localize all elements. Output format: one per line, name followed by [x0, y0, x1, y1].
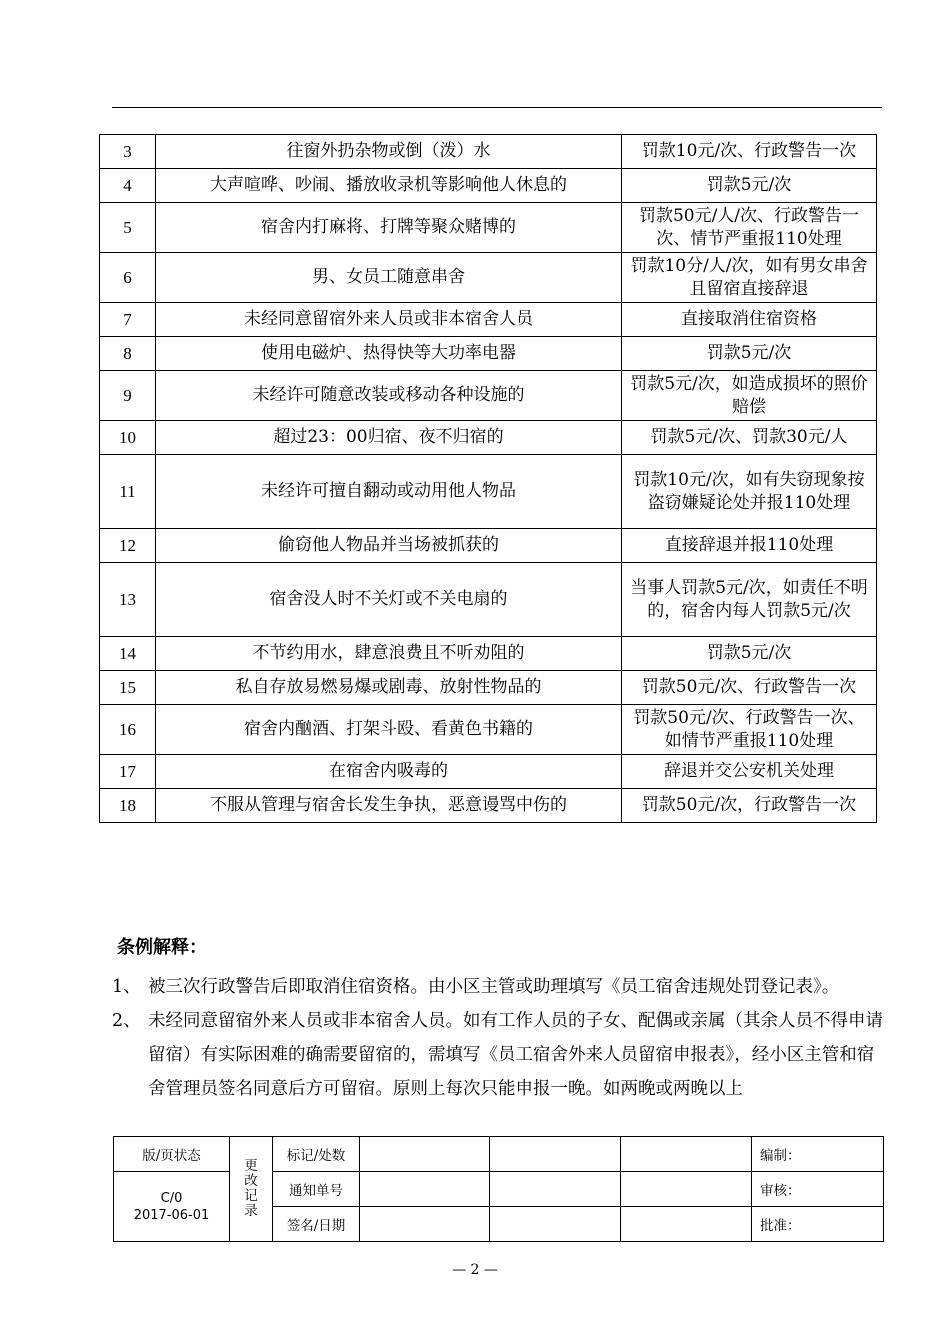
mark-count-label: 标记/处数 [273, 1137, 360, 1172]
rule-penalty: 当事人罚款5元/次，如责任不明的，宿舍内每人罚款5元/次 [622, 563, 877, 637]
blank-cell [360, 1137, 490, 1172]
rule-number: 3 [100, 135, 156, 169]
rule-violation: 超过23：00归宿、夜不归宿的 [156, 421, 622, 455]
rule-penalty: 罚款50元/次，行政警告一次 [622, 789, 877, 823]
table-row [100, 637, 877, 671]
rule-violation: 宿舍内酗酒、打架斗殴、看黄色书籍的 [156, 705, 622, 755]
rule-violation: 私自存放易燃易爆或剧毒、放射性物品的 [156, 671, 622, 705]
rule-penalty: 罚款50元/人/次、行政警告一次、情节严重报110处理 [622, 203, 877, 253]
rule-violation: 不节约用水，肆意浪费且不听劝阻的 [156, 637, 622, 671]
rule-number: 15 [100, 671, 156, 705]
rule-violation: 男、女员工随意串舍 [156, 253, 622, 303]
rule-penalty: 罚款10元/次、行政警告一次 [622, 135, 877, 169]
rule-penalty: 罚款5元/次 [622, 637, 877, 671]
rule-number: 13 [100, 563, 156, 637]
rule-number: 10 [100, 421, 156, 455]
table-row [100, 303, 877, 337]
rule-violation: 在宿舍内吸毒的 [156, 755, 622, 789]
rule-violation: 宿舍没人时不关灯或不关电扇的 [156, 563, 622, 637]
table-row [100, 135, 877, 169]
rule-number: 4 [100, 169, 156, 203]
document-control-table [113, 1136, 884, 1242]
table-row [100, 705, 877, 755]
rule-violation: 往窗外扔杂物或倒（泼）水 [156, 135, 622, 169]
table-row [100, 337, 877, 371]
rule-number: 8 [100, 337, 156, 371]
explanation-index: 1、 [112, 977, 141, 997]
table-row [100, 563, 877, 637]
explanation-text: 被三次行政警告后即取消住宿资格。由小区主管或助理填写《员工宿舍违规处罚登记表》。 [148, 977, 840, 997]
table-row [100, 529, 877, 563]
rule-penalty: 直接取消住宿资格 [622, 303, 877, 337]
rule-violation: 宿舍内打麻将、打牌等聚众赌博的 [156, 203, 622, 253]
table-row [100, 671, 877, 705]
blank-cell [490, 1137, 621, 1172]
blank-cell [490, 1172, 621, 1207]
version-value: C/0 2017-06-01 [114, 1172, 230, 1242]
rule-penalty: 罚款5元/次，如造成损坏的照价赔偿 [622, 371, 877, 421]
blank-cell [621, 1207, 752, 1242]
change-record-label: 更 改 记 录 [230, 1137, 273, 1242]
rule-violation: 未经许可擅自翻动或动用他人物品 [156, 455, 622, 529]
approved-by-label: 批准： [752, 1207, 884, 1242]
table-row [100, 203, 877, 253]
signature-date-label: 签名/日期 [273, 1207, 360, 1242]
rule-number: 14 [100, 637, 156, 671]
rule-number: 12 [100, 529, 156, 563]
rule-penalty: 罚款10分/人/次，如有男女串舍且留宿直接辞退 [622, 253, 877, 303]
rule-number: 16 [100, 705, 156, 755]
blank-cell [621, 1137, 752, 1172]
explanation-item [112, 970, 887, 1004]
rule-number: 17 [100, 755, 156, 789]
penalty-table [99, 134, 877, 823]
explanation-text: 未经同意留宿外来人员或非本宿舍人员。如有工作人员的子女、配偶或亲属（其余人员不得申请留宿）有实际困难的确需要留宿的，需填写《员工宿舍外来人员留宿申报表》，经小区主管和宿舍管理员签名同意后方可留宿。原则上每次只能申报一晚。如两晚或两晚以上 [148, 1011, 883, 1099]
table-row [100, 169, 877, 203]
explanation-item [112, 1004, 887, 1106]
blank-cell [360, 1172, 490, 1207]
rule-penalty: 罚款50元/次、行政警告一次、如情节严重报110处理 [622, 705, 877, 755]
rule-violation: 偷窃他人物品并当场被抓获的 [156, 529, 622, 563]
page-number: — 2 — [452, 1262, 498, 1278]
table-row [100, 789, 877, 823]
header-rule [112, 107, 882, 108]
table-row [100, 371, 877, 421]
notice-number-label: 通知单号 [273, 1172, 360, 1207]
rule-number: 7 [100, 303, 156, 337]
blank-cell [621, 1172, 752, 1207]
rule-violation: 大声喧哗、吵闹、播放收录机等影响他人休息的 [156, 169, 622, 203]
rule-violation: 未经许可随意改装或移动各种设施的 [156, 371, 622, 421]
rule-violation: 未经同意留宿外来人员或非本宿舍人员 [156, 303, 622, 337]
rule-number: 11 [100, 455, 156, 529]
prepared-by-label: 编制： [752, 1137, 884, 1172]
blank-cell [360, 1207, 490, 1242]
rule-penalty: 罚款5元/次 [622, 169, 877, 203]
rule-penalty: 罚款5元/次、罚款30元/人 [622, 421, 877, 455]
rule-number: 6 [100, 253, 156, 303]
table-row [100, 253, 877, 303]
rule-penalty: 罚款5元/次 [622, 337, 877, 371]
table-row [100, 755, 877, 789]
rule-penalty: 罚款50元/次、行政警告一次 [622, 671, 877, 705]
rule-number: 9 [100, 371, 156, 421]
rule-number: 5 [100, 203, 156, 253]
table-row [100, 455, 877, 529]
blank-cell [490, 1207, 621, 1242]
rule-number: 18 [100, 789, 156, 823]
explanation-list [112, 970, 887, 1106]
rule-penalty: 辞退并交公安机关处理 [622, 755, 877, 789]
explanation-title: 条例解释： [117, 937, 207, 958]
rule-violation: 使用电磁炉、热得快等大功率电器 [156, 337, 622, 371]
table-row [100, 421, 877, 455]
rule-penalty: 罚款10元/次，如有失窃现象按盗窃嫌疑论处并报110处理 [622, 455, 877, 529]
rule-violation: 不服从管理与宿舍长发生争执，恶意谩骂中伤的 [156, 789, 622, 823]
rule-penalty: 直接辞退并报110处理 [622, 529, 877, 563]
version-label: 版/页状态 [114, 1137, 230, 1172]
reviewed-by-label: 审核： [752, 1172, 884, 1207]
explanation-index: 2、 [112, 1011, 141, 1031]
